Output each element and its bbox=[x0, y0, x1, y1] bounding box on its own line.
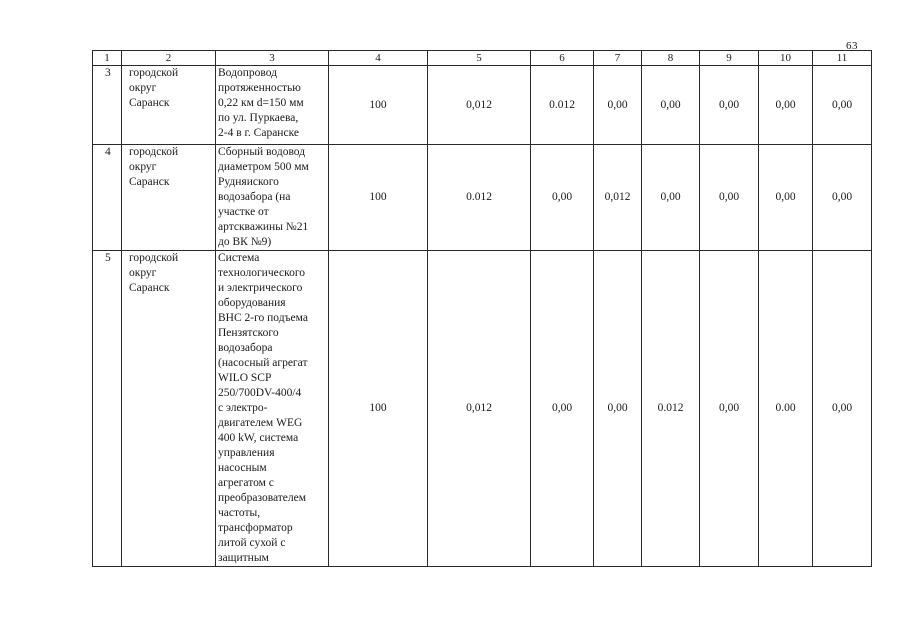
okrug-text: городской округ Саранск bbox=[129, 67, 179, 109]
object-cell bbox=[216, 145, 329, 251]
value-cell: 0,00 bbox=[759, 66, 813, 145]
table-header-row bbox=[93, 51, 872, 66]
header-cell: 9 bbox=[700, 51, 759, 66]
okrug-text: городской округ Саранск bbox=[129, 146, 179, 188]
value-cell: 0,00 bbox=[813, 66, 872, 145]
table-row bbox=[93, 145, 872, 251]
okrug-cell bbox=[122, 145, 216, 251]
value-cell: 0.012 bbox=[642, 251, 700, 567]
row-number: 5 bbox=[93, 251, 122, 567]
value-cell: 0,00 bbox=[594, 66, 642, 145]
value-cell: 100 bbox=[329, 145, 428, 251]
value-cell: 0,00 bbox=[531, 145, 594, 251]
value-cell: 0.012 bbox=[531, 66, 594, 145]
value-cell: 100 bbox=[329, 251, 428, 567]
value-cell: 0,00 bbox=[813, 145, 872, 251]
okrug-cell bbox=[122, 66, 216, 145]
table-row bbox=[93, 66, 872, 145]
value-cell: 0,012 bbox=[428, 66, 531, 145]
header-cell: 1 bbox=[93, 51, 122, 66]
object-text: Водопровод протяженностью 0,22 км d=150 мм по ул. Пуркаева, 2-4 в г. Саранске bbox=[218, 67, 304, 139]
value-cell: 0,00 bbox=[594, 251, 642, 567]
value-cell: 0,00 bbox=[642, 66, 700, 145]
row-number: 3 bbox=[93, 66, 122, 145]
value-cell: 0,00 bbox=[531, 251, 594, 567]
data-table bbox=[92, 50, 872, 567]
value-cell: 0,00 bbox=[700, 145, 759, 251]
object-text: Сборный водовод диаметром 500 мм Рудняиского водозабора (на участке от артскважины №21 до ВК №9) bbox=[218, 146, 309, 248]
value-cell: 0,00 bbox=[759, 145, 813, 251]
value-cell: 0.00 bbox=[759, 251, 813, 567]
table-row bbox=[93, 251, 872, 567]
object-cell bbox=[216, 66, 329, 145]
object-text: Система технологического и электрического оборудования ВНС 2-го подъема Пензятского водозабора (насосный агрегат WILO SCP 250/700DV-400/4 с электро- двигателем WEG 400 kW, система управления насосным агрегатом с преобразователем частоты, трансформатор литой сухой с защитным bbox=[218, 252, 308, 564]
value-cell: 0,00 bbox=[642, 145, 700, 251]
header-cell: 7 bbox=[594, 51, 642, 66]
row-number: 4 bbox=[93, 145, 122, 251]
header-cell: 5 bbox=[428, 51, 531, 66]
value-cell: 0,00 bbox=[700, 66, 759, 145]
okrug-cell bbox=[122, 251, 216, 567]
header-cell: 6 bbox=[531, 51, 594, 66]
header-cell: 4 bbox=[329, 51, 428, 66]
header-cell: 3 bbox=[216, 51, 329, 66]
value-cell: 100 bbox=[329, 66, 428, 145]
header-cell: 11 bbox=[813, 51, 872, 66]
object-cell bbox=[216, 251, 329, 567]
value-cell: 0.012 bbox=[428, 145, 531, 251]
value-cell: 0,00 bbox=[700, 251, 759, 567]
value-cell: 0,012 bbox=[594, 145, 642, 251]
header-cell: 2 bbox=[122, 51, 216, 66]
value-cell: 0,012 bbox=[428, 251, 531, 567]
okrug-text: городской округ Саранск bbox=[129, 252, 179, 294]
header-cell: 8 bbox=[642, 51, 700, 66]
value-cell: 0,00 bbox=[813, 251, 872, 567]
header-cell: 10 bbox=[759, 51, 813, 66]
page-number: 63 bbox=[846, 40, 858, 52]
